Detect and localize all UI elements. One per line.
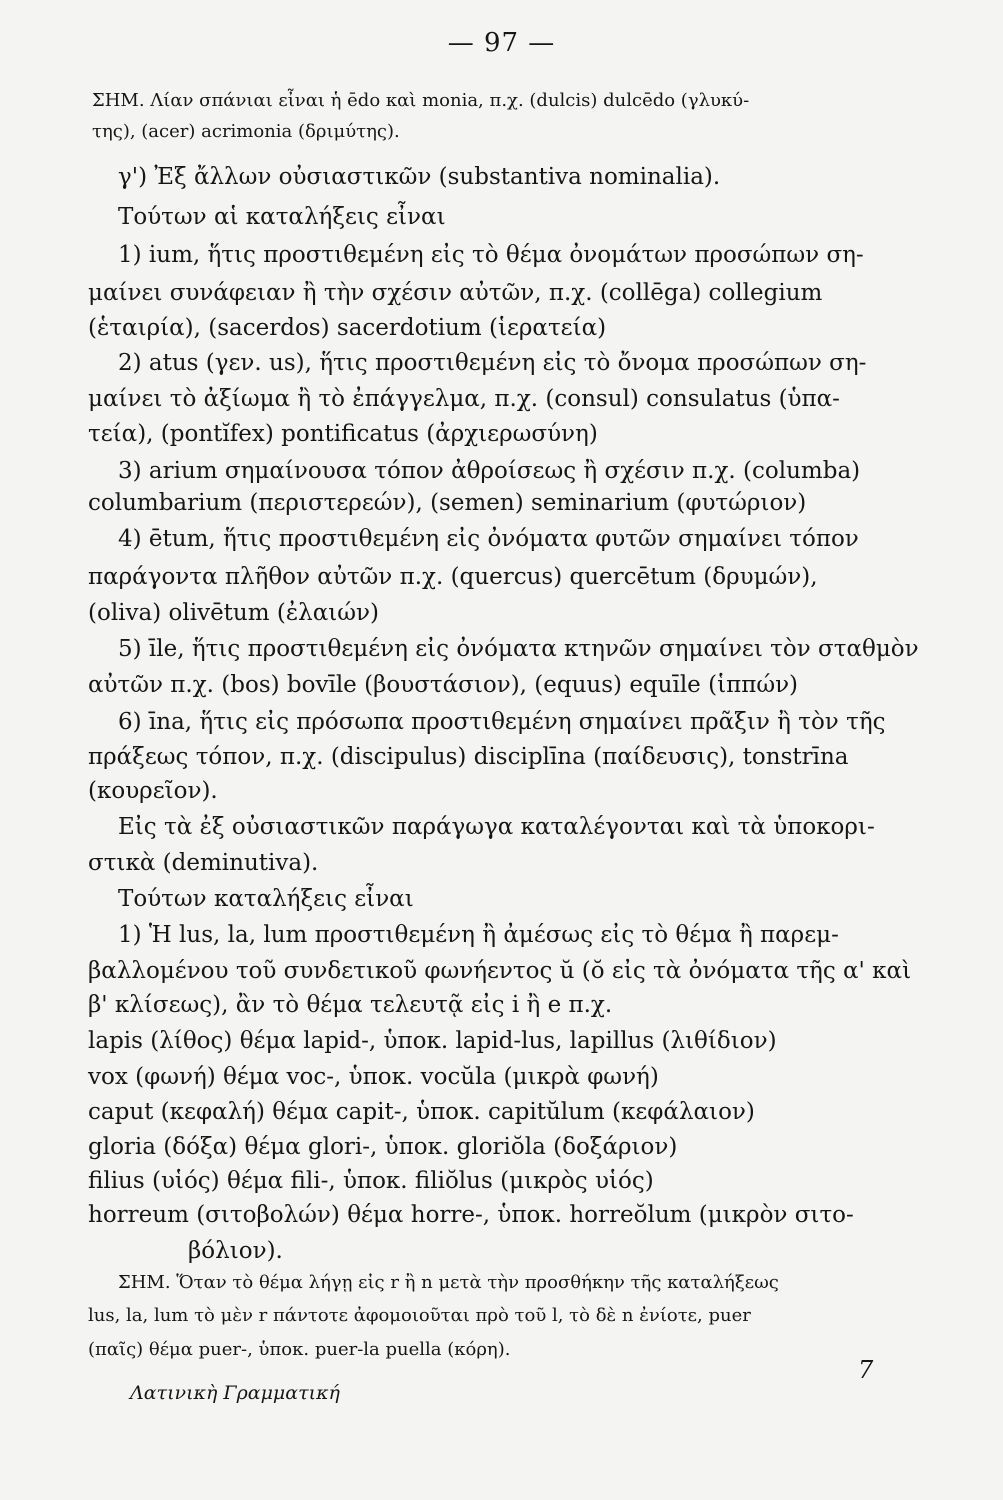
text-line: Τούτων αἱ καταλήξεις εἶναι [118,204,446,230]
page-number: — 97 — [447,28,556,58]
text-line: 2) atus (γεν. us), ἥτις προστιθεμένη εἰς τὸ ὄνομα προσώπων ση- [118,350,867,376]
text-line: β' κλίσεως), ἂν τὸ θέμα τελευτᾷ εἰς i ἢ e π.χ. [88,992,613,1018]
text-line: πράξεως τόπον, π.χ. (discipulus) disciplīna (παίδευσις), tonstrīna [88,744,849,770]
text-line: μαίνει συνάφειαν ἢ τὴν σχέσιν αὐτῶν, π.χ. (collēga) collegium [88,280,823,306]
note-line: (παῖς) θέμα puer-, ὑποκ. puer-la puella (κόρη). [88,1339,511,1360]
text-line: columbarium (περιστερεών), (semen) seminarium (φυτώριον) [88,490,807,516]
example-line: filius (υἱός) θέμα fili-, ὑποκ. filiŏlus (μικρὸς υἱός) [88,1168,654,1194]
text-line: τεία), (pontĭfex) pontificatus (ἀρχιερωσύνη) [88,421,598,447]
text-line: παράγοντα πλῆθον αὐτῶν π.χ. (quercus) quercētum (δρυμών), [88,564,818,590]
text-line: (oliva) olivētum (ἐλαιών) [88,600,380,626]
note-line: ΣΗΜ. Λίαν σπάνιαι εἶναι ἡ ēdo καὶ monia, π.χ. (dulcis) dulcēdo (γλυκύ- [92,90,750,111]
text-line: Τούτων καταλήξεις εἶναι [118,886,414,912]
text-line: 1) Ἡ lus, la, lum προστιθεμένη ἢ ἀμέσως εἰς τὸ θέμα ἢ παρεμ- [118,922,839,948]
text-line: 4) ētum, ἥτις προστιθεμένη εἰς ὀνόματα φυτῶν σημαίνει τόπον [118,526,859,552]
example-line: gloria (δόξα) θέμα glori-, ὑποκ. gloriŏla (δοξάριον) [88,1134,678,1160]
text-line: Εἰς τὰ ἐξ οὐσιαστικῶν παράγωγα καταλέγονται καὶ τὰ ὑποκορι- [118,814,875,840]
example-line: lapis (λίθος) θέμα lapid-, ὑποκ. lapid-lus, lapillus (λιθίδιον) [88,1028,777,1054]
example-line: caput (κεφαλή) θέμα capit-, ὑποκ. capitŭlum (κεφάλαιον) [88,1099,755,1125]
text-line: 6) īna, ἥτις εἰς πρόσωπα προστιθεμένη σημαίνει πρᾶξιν ἢ τὸν τῆς [118,709,886,735]
note-line: lus, la, lum τὸ μὲν r πάντοτε ἀφομοιοῦται πρὸ τοῦ l, τὸ δὲ n ἐνίοτε, puer [88,1305,751,1326]
text-line: (ἑταιρία), (sacerdos) sacerdotium (ἱερατεία) [88,315,607,341]
signature-mark: 7 [858,1356,874,1384]
note-line: ΣΗΜ. Ὅταν τὸ θέμα λήγῃ εἰς r ἢ n μετὰ τὴν προσθήκην τῆς καταλήξεως [118,1272,779,1293]
section-heading: γ') Ἐξ ἄλλων οὐσιαστικῶν (substantiva nominalia). [118,164,721,190]
text-line: 5) īle, ἥτις προστιθεμένη εἰς ὀνόματα κτηνῶν σημαίνει τὸν σταθμὸν [118,636,919,662]
text-line: (κουρεῖον). [88,778,218,804]
text-line: 1) ium, ἥτις προστιθεμένη εἰς τὸ θέμα ὀνομάτων προσώπων ση- [118,242,864,268]
text-line: αὐτῶν π.χ. (bos) bovīle (βουστάσιον), (equus) equīle (ἱππών) [88,672,799,698]
example-line: vox (φωνή) θέμα voc-, ὑποκ. vocŭla (μικρὰ φωνή) [88,1064,659,1090]
example-line: horreum (σιτοβολών) θέμα horre-, ὑποκ. horreŏlum (μικρὸν σιτο- [88,1202,854,1228]
note-line: της), (acer) acrimonia (δριμύτης). [92,121,400,142]
text-line: στικὰ (deminutiva). [88,850,319,876]
footer-title: Λατινικὴ Γραμματική [130,1382,340,1404]
text-line: 3) arium σημαίνουσα τόπον ἀθροίσεως ἢ σχέσιν π.χ. (columba) [118,458,861,484]
text-line: βαλλομένου τοῦ συνδετικοῦ φωνήεντος ŭ (ŏ εἰς τὰ ὀνόματα τῆς α' καὶ [88,958,912,984]
example-line: βόλιον). [188,1238,283,1264]
text-line: μαίνει τὸ ἀξίωμα ἢ τὸ ἐπάγγελμα, π.χ. (consul) consulatus (ὑπα- [88,386,840,412]
